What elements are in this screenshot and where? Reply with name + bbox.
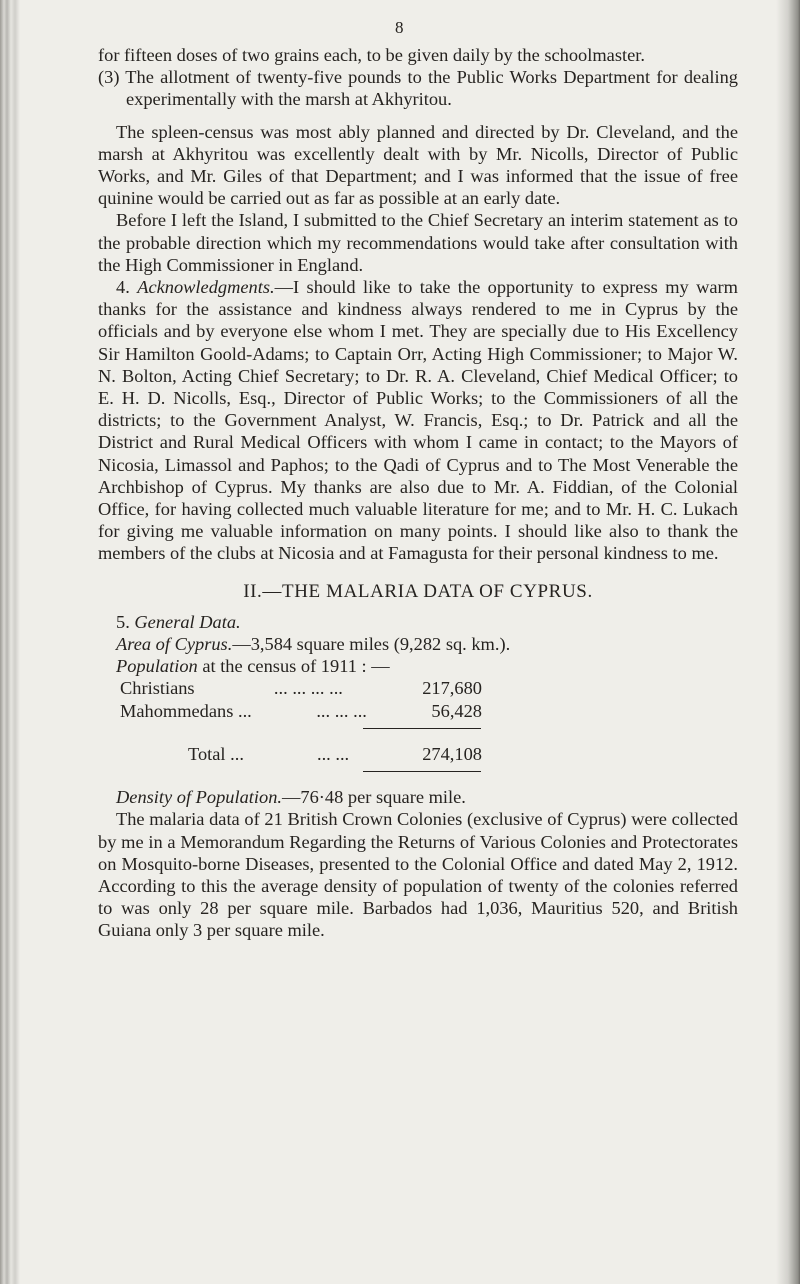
area-value: —3,584 square miles (9,282 sq. km.). [232, 634, 511, 655]
population-text: at the census of 1911 : — [197, 656, 390, 677]
row-leader-dots: ... ... ... ... [273, 678, 343, 699]
paragraph-malaria-data: The malaria data of 21 British Crown Colonies (exclusive of Cyprus) were collected by me in a Memorandum Regarding the Returns of Various Colonies and Protectorates on Mosquito-borne Diseases, presented to the Colonial Office and dated May 2, 1912. According to this the average density of population of twenty of the colonies referred to was only 28 per square mile. Barbados had 1,036, Mauritius 520, and British Guiana only 3 per square mile. [98, 809, 738, 941]
table-row-total [98, 743, 482, 765]
document-body [98, 44, 738, 942]
population-table [98, 677, 738, 772]
page-left-edge [0, 0, 20, 1284]
density-line [98, 786, 738, 808]
acknowledgments-text: —I should like to take the opportunity to express my warm thanks for the assistance and kindness always rendered to me in Cyprus by the officials and by everyone else whom I met. They are specially due to His Excellency Sir Hamilton Goold-Adams; to Captain Orr, Acting High Commissioner; to Major W. N. Bolton, Acting Chief Secretary; to Dr. R. A. Cleveland, Chief Medical Officer; to E. H. D. Nicolls, Esq., Director of Public Works; to the Commissioners of all the districts; to the Government Analyst, W. Francis, Esq.; to Dr. Patrick and all the District and Rural Medical Officers with whom I came in contact; to the Mayors of Nicosia, Limassol and Paphos; to the Qadi of Cyprus and to The Most Venerable the Archbishop of Cyprus. My thanks are also due to Mr. A. Fiddian, of the Colonial Office, for having collected much valuable literature for me; and to Mr. H. C. Lukach for giving me valuable information on many points. I should like also to thank the members of the clubs at Nicosia and at Famagusta for their personal kindness to me. [98, 277, 738, 564]
section-title-acknowledgments: Acknowledgments. [137, 277, 275, 298]
row-label-total: Total ... [188, 743, 244, 764]
paragraph-continuation: for fifteen doses of two grains each, to be given daily by the schoolmaster. [98, 45, 645, 65]
sum-rule-top [363, 728, 481, 729]
row-value-christians: 217,680 [422, 678, 482, 699]
population-label: Population [116, 656, 198, 677]
list-item-3: (3) The allotment of twenty-five pounds to the Public Works Department for dealing experimentally with the marsh at Akhyritou. [98, 67, 738, 110]
table-row [98, 700, 482, 722]
area-line [98, 633, 738, 655]
row-leader-dots: ... ... ... [316, 700, 367, 721]
sum-rule-bottom [363, 771, 481, 772]
density-label: Density of Population. [116, 787, 283, 808]
population-line [98, 655, 738, 677]
row-value-total: 274,108 [422, 743, 482, 764]
paragraph-spleen-census: The spleen-census was most ably planned and directed by Dr. Cleveland, and the marsh at Akhyritou was excellently dealt with by Mr. Nicolls, Director of Public Works, and Mr. Giles of that Department; and I was informed that the issue of free quinine would be carried out as far as possible at an early date. [98, 121, 738, 209]
table-row [98, 677, 482, 699]
subsection-heading [98, 611, 738, 633]
row-leader-dots: ... ... [316, 743, 350, 764]
row-value-mahommedans: 56,428 [431, 700, 482, 721]
subsection-title: General Data. [134, 611, 241, 632]
row-label-mahommedans: Mahommedans ... [120, 700, 252, 721]
page-number: 8 [395, 18, 404, 37]
row-label-christians: Christians [120, 678, 195, 699]
area-label: Area of Cyprus. [116, 634, 233, 655]
paragraph-interim-statement: Before I left the Island, I submitted to the Chief Secretary an interim statement as to the probable direction which my recommendations would take after consultation with the High Commissioner in England. [98, 210, 738, 275]
paragraph-acknowledgments [98, 276, 738, 565]
density-value: —76·48 per square mile. [282, 787, 466, 808]
subsection-number: 5. [116, 611, 130, 632]
section-heading: II.—THE MALARIA DATA OF CYPRUS. [243, 580, 593, 602]
section-number: 4. [116, 277, 130, 298]
page-right-edge [776, 0, 800, 1284]
